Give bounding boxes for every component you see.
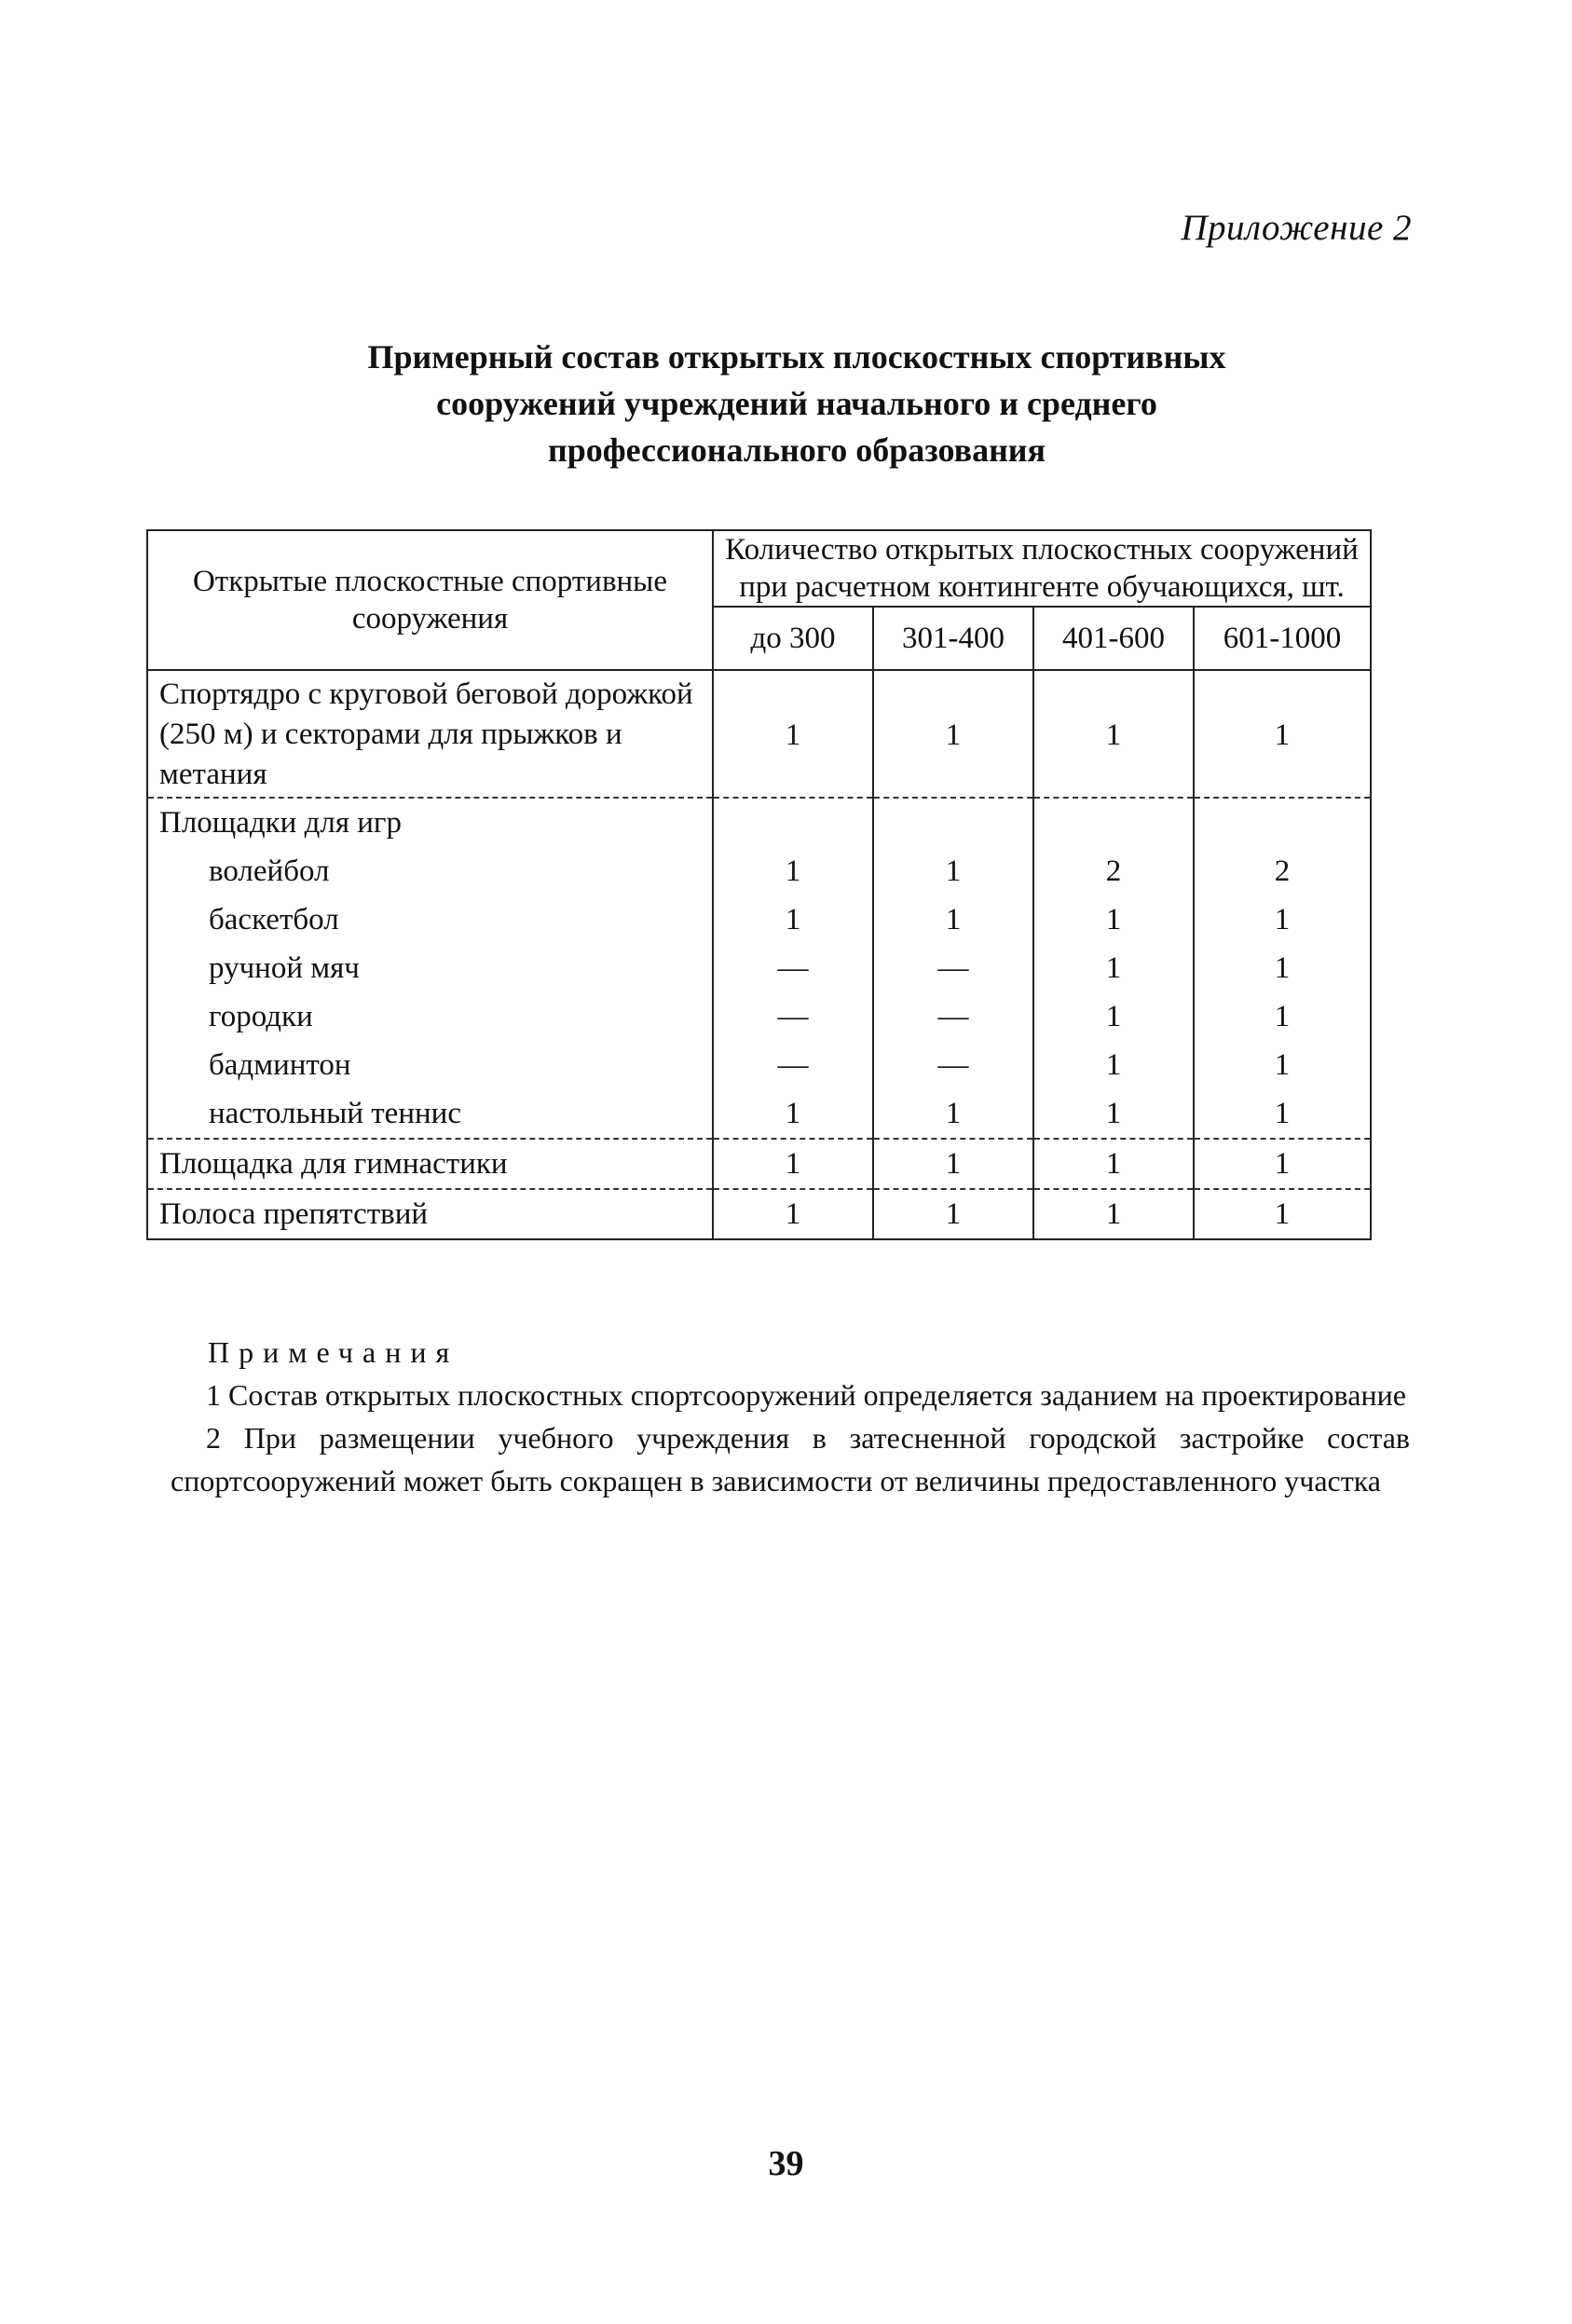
cell-value: —	[713, 992, 873, 1041]
note-item: 2 При размещении учебного учреждения в затесненной городской застройке состав спортсооружений может быть сокращен в зависимости от величины предоставленного участка	[171, 1421, 1410, 1497]
appendix-label: Приложение 2	[1181, 208, 1412, 248]
cell-value: 1	[713, 670, 873, 798]
row-name: бадминтон	[147, 1041, 713, 1089]
cell-value: 1	[873, 670, 1033, 798]
header-facility-name: Открытые плоскостные спортивные сооружения	[147, 530, 713, 670]
cell-value: 1	[1194, 670, 1371, 798]
cell-value	[873, 798, 1033, 847]
cell-value: 1	[873, 1189, 1033, 1239]
cell-value: 1	[1194, 944, 1371, 992]
cell-value: —	[873, 992, 1033, 1041]
table-row	[147, 1041, 1371, 1089]
facilities-table	[146, 529, 1372, 1240]
cell-value: 1	[873, 895, 1033, 944]
notes-heading: Примечания	[208, 1335, 459, 1369]
cell-value: 1	[873, 1139, 1033, 1189]
row-name: баскетбол	[147, 895, 713, 944]
table-row	[147, 992, 1371, 1041]
cell-value: 1	[1033, 1089, 1194, 1139]
title-line-3: профессионального образования	[547, 431, 1046, 469]
row-name: Площадка для гимнастики	[147, 1139, 713, 1189]
header-col-4: 601-1000	[1194, 607, 1371, 670]
cell-value: 1	[1033, 895, 1194, 944]
title-line-1: Примерный состав открытых плоскостных спортивных	[367, 338, 1226, 376]
table-row	[147, 1189, 1371, 1239]
document-title	[280, 334, 1314, 473]
cell-value: 1	[1033, 992, 1194, 1041]
cell-value: 1	[1033, 1189, 1194, 1239]
cell-value: —	[713, 944, 873, 992]
cell-value: 1	[1194, 992, 1371, 1041]
cell-value: 1	[713, 895, 873, 944]
cell-value: 1	[873, 1089, 1033, 1139]
cell-value: 1	[713, 847, 873, 895]
row-name: Полоса препятствий	[147, 1189, 713, 1239]
header-col-1: до 300	[713, 607, 873, 670]
cell-value: 2	[1033, 847, 1194, 895]
header-quantity-group: Количество открытых плоскостных сооружений при расчетном контингенте обучающихся, шт.	[713, 530, 1371, 607]
table-row	[147, 1089, 1371, 1139]
note-item: 1 Состав открытых плоскостных спортсооружений определяется заданием на проектирование	[206, 1378, 1406, 1412]
cell-value: —	[873, 944, 1033, 992]
cell-value: 1	[873, 847, 1033, 895]
cell-value: 2	[1194, 847, 1371, 895]
cell-value: 1	[713, 1189, 873, 1239]
row-name: городки	[147, 992, 713, 1041]
cell-value: 1	[713, 1089, 873, 1139]
notes-section	[171, 1331, 1410, 1502]
header-col-3: 401-600	[1033, 607, 1194, 670]
row-name: Площадки для игр	[147, 798, 713, 847]
table-row	[147, 798, 1371, 847]
cell-value: 1	[713, 1139, 873, 1189]
cell-value: 1	[1194, 895, 1371, 944]
row-name: ручной мяч	[147, 944, 713, 992]
table-row	[147, 895, 1371, 944]
cell-value: 1	[1194, 1041, 1371, 1089]
header-col-2: 301-400	[873, 607, 1033, 670]
table-row	[147, 944, 1371, 992]
row-name: настольный теннис	[147, 1089, 713, 1139]
cell-value	[713, 798, 873, 847]
cell-value: —	[713, 1041, 873, 1089]
cell-value: 1	[1033, 944, 1194, 992]
cell-value	[1033, 798, 1194, 847]
row-name: Спортядро с круговой беговой дорожкой (250 м) и секторами для прыжков и метания	[147, 670, 713, 798]
table-row	[147, 670, 1371, 798]
table-row	[147, 847, 1371, 895]
cell-value: —	[873, 1041, 1033, 1089]
title-line-2: сооружений учреждений начального и среднего	[436, 385, 1157, 422]
cell-value: 1	[1194, 1189, 1371, 1239]
cell-value: 1	[1033, 1139, 1194, 1189]
cell-value	[1194, 798, 1371, 847]
cell-value: 1	[1194, 1139, 1371, 1189]
table-row	[147, 1139, 1371, 1189]
cell-value: 1	[1033, 670, 1194, 798]
row-name: волейбол	[147, 847, 713, 895]
cell-value: 1	[1194, 1089, 1371, 1139]
cell-value: 1	[1033, 1041, 1194, 1089]
page-number: 39	[768, 2144, 804, 2183]
